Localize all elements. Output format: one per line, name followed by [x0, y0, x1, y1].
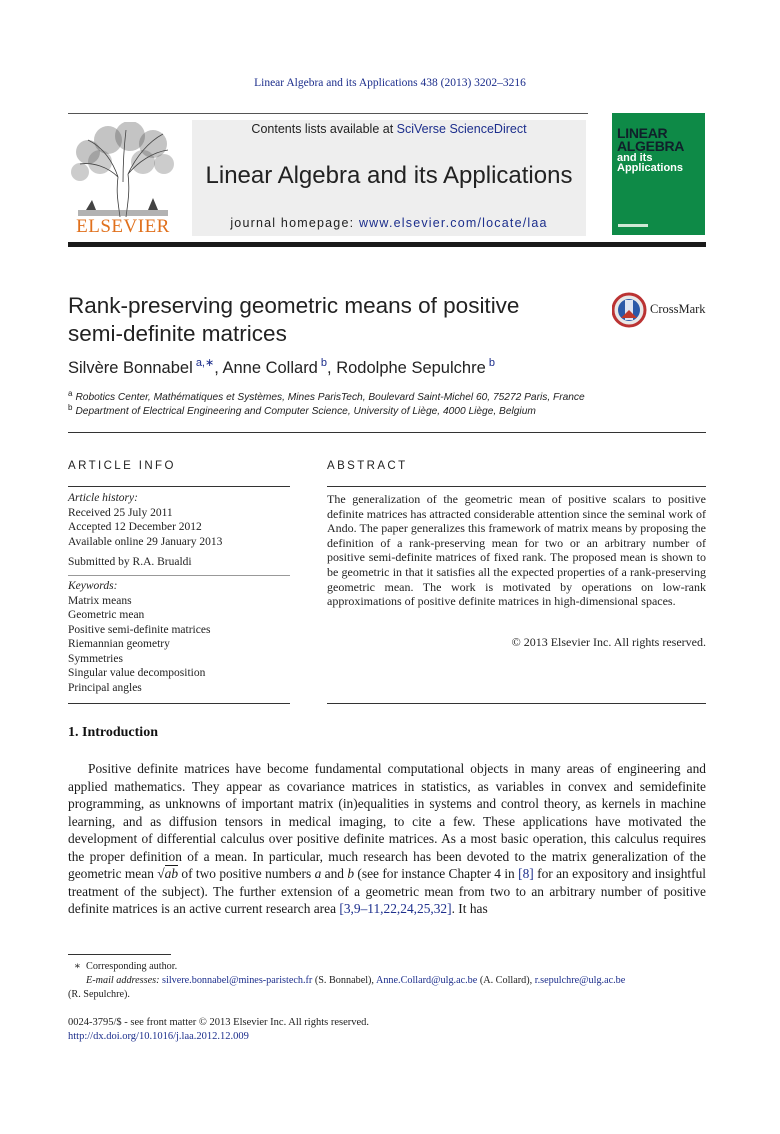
issn-line: 0024-3795/$ - see front matter © 2013 Elsevier Inc. All rights reserved. [68, 1017, 370, 1028]
journal-masthead [192, 120, 586, 236]
intro-text: of two positive numbers [178, 866, 315, 881]
author-affil-link[interactable]: a,∗ [195, 357, 215, 369]
divider [327, 486, 706, 487]
affiliation-text: Department of Electrical Engineering and Computer Science, University of Liège, 4000 Liège, Belgium [75, 406, 536, 417]
author-affil-link[interactable]: b [488, 357, 495, 369]
divider [68, 703, 290, 704]
homepage-link[interactable]: www.elsevier.com/locate/laa [358, 216, 548, 230]
history-label: Article history: [68, 492, 138, 504]
author-name: Anne Collard [222, 359, 318, 377]
homepage-line [192, 216, 586, 230]
email-link[interactable]: r.sepulchre@ulg.ac.be [534, 975, 626, 986]
keyword: Principal angles [68, 681, 142, 694]
paper-title-line-1: Rank-preserving geometric means of positive [68, 293, 520, 318]
affiliation [68, 389, 708, 403]
abstract-text: The generalization of the geometric mean of positive scalars to positive definite matrices has attracted considerable attention since the seminal work of Ando. The paper generalizes this framework of matrix means by proposing the definition of a rank-preserving mean for two or an arbitrary number of positive semi-definite matrices of fixed rank. The proposed mean is shown to be geometric in that it satisfies all the expected properties of a rank-preserving geometric mean. The work is motivated by operations on low-rank approximations of positive definite matrices in high-dimensional spaces. [327, 492, 706, 609]
cover-line-2: ALGEBRA [617, 138, 685, 154]
divider [68, 432, 706, 433]
crossmark-label[interactable]: CrossMark [650, 302, 706, 316]
author-name: Silvère Bonnabel [68, 359, 193, 377]
intro-text: (see for instance Chapter 4 in [354, 866, 519, 881]
variable-a: a [314, 866, 322, 881]
corresponding-author-note [68, 960, 708, 975]
keyword: Positive semi-definite matrices [68, 623, 211, 636]
history-item: Accepted 12 December 2012 [68, 521, 202, 533]
email-link[interactable]: silvere.bonnabel@mines-paristech.fr [162, 975, 313, 986]
affiliation-text: Robotics Center, Mathématiques et Systèmes, Mines ParisTech, Boulevard Saint-Michel 60, 75272 Paris, France [75, 392, 585, 403]
email-label: E-mail addresses: [86, 975, 163, 986]
email-owner: (A. Collard), [477, 975, 535, 986]
author-list: Silvère Bonnabel $^{a,∗}$, Anne Collard $^b$, Rodolphe Sepulchre $^b$ [68, 357, 495, 377]
article-history [68, 491, 290, 549]
email-owner: (R. Sepulchre). [68, 989, 130, 1000]
sqrt-argument: ab [164, 866, 179, 881]
paper-title [68, 292, 588, 348]
divider [68, 575, 290, 576]
journal-citation-link[interactable]: Linear Algebra and its Applications 438 (2013) 3202–3216 [254, 77, 526, 89]
keywords-block [68, 579, 290, 695]
sciencedirect-link[interactable]: SciVerse ScienceDirect [396, 122, 527, 136]
intro-text: and [321, 866, 348, 881]
divider [68, 486, 290, 487]
cover-line-4: Applications [617, 162, 684, 174]
keyword: Symmetries [68, 652, 123, 665]
introduction-paragraph [68, 760, 706, 918]
cover-line-1: LINEAR [617, 125, 668, 141]
intro-text: . It has [451, 901, 488, 916]
elsevier-wordmark: ELSEVIER [76, 216, 170, 237]
email-owner: (S. Bonnabel), [312, 975, 376, 986]
reference-link[interactable]: [3,9–11,22,24,25,32] [339, 901, 452, 916]
divider [68, 113, 588, 114]
email-link[interactable]: Anne.Collard@ulg.ac.be [375, 975, 478, 986]
footnote-mark: ∗ [74, 961, 81, 972]
intro-text: for an expository and insightful treatment of the subject). The further extension of a geometric mean from two to an arbitrary number of positive definite matrices is an active current research area [68, 866, 707, 916]
affiliation [68, 403, 708, 417]
contents-prefix: Contents lists available at [251, 122, 397, 136]
footnote-text: Corresponding author. [86, 961, 178, 972]
cover-line-3: and its [617, 152, 653, 164]
footnote-rule [68, 954, 171, 955]
variable-b: b [347, 866, 355, 881]
sqrt-symbol: √ [157, 866, 165, 881]
section-heading: 1. Introduction [68, 725, 158, 740]
homepage-prefix: journal homepage: [230, 216, 359, 230]
header-rule [68, 242, 706, 247]
cover-decoration [618, 224, 648, 227]
reference-link[interactable]: [8] [518, 866, 534, 881]
contents-line [192, 122, 586, 136]
abstract-copyright: © 2013 Elsevier Inc. All rights reserved. [511, 635, 706, 649]
doi-link[interactable]: http://dx.doi.org/10.1016/j.laa.2012.12.009 [68, 1031, 249, 1042]
keyword: Geometric mean [68, 609, 145, 621]
affiliation-mark: a [68, 389, 73, 398]
history-item: Available online 29 January 2013 [68, 535, 223, 548]
keyword: Singular value decomposition [68, 667, 206, 679]
journal-title: Linear Algebra and its Applications [205, 162, 573, 189]
affiliation-mark: b [68, 403, 73, 412]
article-info-heading: ARTICLE INFO [68, 460, 176, 472]
email-note [68, 974, 708, 989]
paper-title-line-2: semi-definite matrices [68, 321, 287, 346]
keywords-label: Keywords: [68, 580, 118, 592]
submitted-by: Submitted by R.A. Brualdi [68, 556, 192, 568]
divider [327, 703, 706, 704]
intro-text: Positive definite matrices have become fundamental computational objects in many areas of engineering and applied mathematics. They appear as covariance matrices in statistics, as variables in convex and semidefinite programming, as unknowns of important matrix (in)equalities in systems and control theory, as kernels in machine learning, and as diffusion tensors in medical imaging, to cite a few. These applications have motivated the development of differential calculus over positive definite matrices. As a most basic operation, this calculus requires the proper definition of a mean. In particular, much research has been devoted to the matrix generalization of the geometric mean [68, 761, 706, 881]
keyword: Matrix means [68, 594, 132, 607]
journal-cover[interactable] [612, 113, 705, 235]
abstract-heading: ABSTRACT [327, 460, 408, 472]
history-item: Received 25 July 2011 [68, 506, 173, 519]
author-name: Rodolphe Sepulchre [336, 359, 486, 377]
author-affil-link[interactable]: b [320, 357, 328, 369]
keyword: Riemannian geometry [68, 638, 170, 650]
